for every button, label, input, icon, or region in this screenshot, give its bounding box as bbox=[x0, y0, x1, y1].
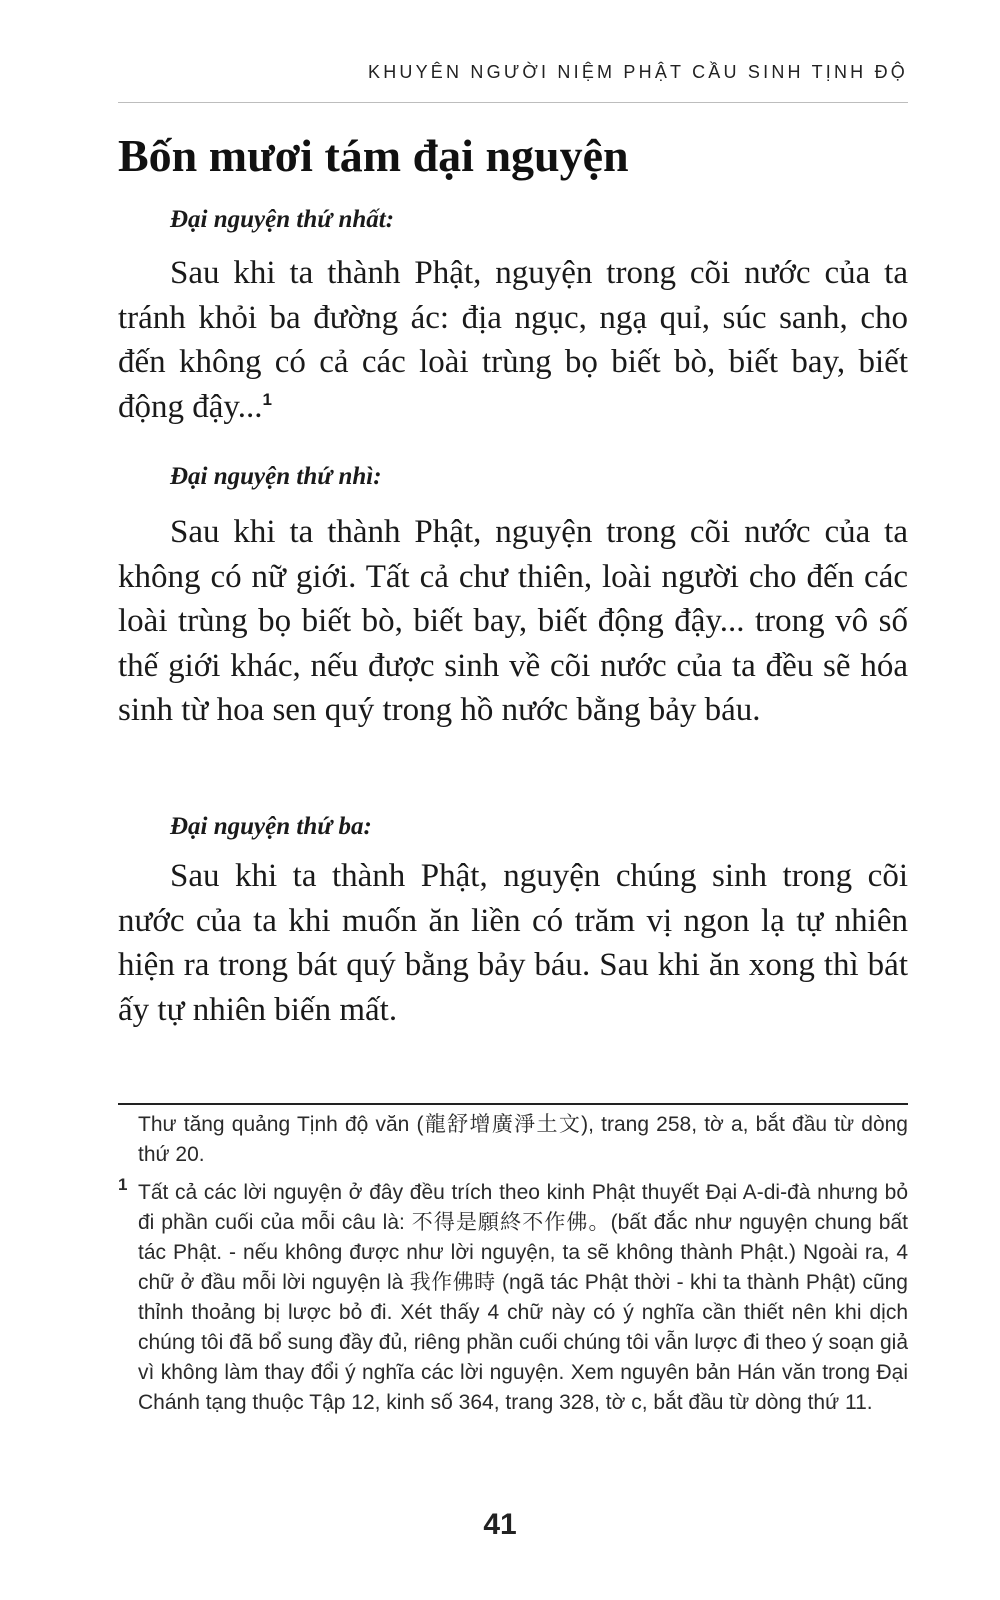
footnote-marker: 1 bbox=[118, 1175, 128, 1194]
vow-paragraph: Sau khi ta thành Phật, nguyện chúng sinh trong cõi nước của ta khi muốn ăn liền có trăm vị ngon lạ tự nhiên hiện ra trong bát quý bằng bảy báu. Sau khi ăn xong thì bát ấy tự nhiên biến mất. bbox=[118, 858, 908, 1028]
page-number: 41 bbox=[483, 1508, 517, 1541]
footnote-ref[interactable]: 1 bbox=[262, 389, 272, 409]
running-header: KHUYÊN NGƯỜI NIỆM PHẬT CẦU SINH TỊNH ĐỘ bbox=[368, 62, 908, 82]
vow-heading: Đại nguyện thứ nhì: bbox=[170, 463, 382, 490]
vow-heading: Đại nguyện thứ nhất: bbox=[170, 206, 395, 233]
footnote-1 bbox=[118, 1175, 908, 1418]
vow-section-2 bbox=[118, 460, 908, 733]
footnote-continued: Thư tăng quảng Tịnh độ văn (龍舒增廣淨土文), trang 258, tờ a, bắt đầu từ dòng thứ 20. bbox=[138, 1113, 908, 1166]
vow-paragraph bbox=[118, 251, 908, 429]
footnote-text: Tất cả các lời nguyện ở đây đều trích theo kinh Phật thuyết Đại A-di-đà nhưng bỏ đi phần cuối của mỗi câu là: 不得是願終不作佛。(bất đắc như nguyện chung bất tác Phật. - nếu không được như lời nguyện, ta sẽ không thành Phật.) Ngoài ra, 4 chữ ở đầu mỗi lời nguyện là 我作佛時 (ngã tác Phật thời - khi ta thành Phật) cũng thỉnh thoảng bị lược bỏ đi. Xét thấy 4 chữ này có ý nghĩa cần thiết nên khi dịch chúng tôi đã bổ sung đầy đủ, riêng phần cuối chúng tôi vẫn lược đi theo ý soạn giả vì không làm thay đổi ý nghĩa các lời nguyện. Xem nguyên bản Hán văn trong Đại Chánh tạng thuộc Tập 12, kinh số 364, trang 328, tờ c, bắt đầu từ dòng thứ 11. bbox=[138, 1181, 908, 1414]
vow-heading: Đại nguyện thứ ba: bbox=[170, 813, 372, 840]
footnote-rule bbox=[118, 1103, 908, 1105]
vow-section-3 bbox=[118, 810, 908, 1032]
vow-section-1 bbox=[118, 203, 908, 429]
footnotes bbox=[118, 1110, 908, 1418]
header-rule bbox=[118, 102, 908, 103]
chapter-title: Bốn mươi tám đại nguyện bbox=[118, 130, 629, 181]
vow-paragraph: Sau khi ta thành Phật, nguyện trong cõi nước của ta không có nữ giới. Tất cả chư thiên, loài người cho đến các loài trùng bọ biết bò, biết bay, biết động đậy... trong vô số thế giới khác, nếu được sinh về cõi nước của ta đều sẽ hóa sinh từ hoa sen quý trong hồ nước bằng bảy báu. bbox=[118, 514, 908, 728]
vow-text: Sau khi ta thành Phật, nguyện trong cõi nước của ta tránh khỏi ba đường ác: địa ngục, ngạ quỉ, súc sanh, cho đến không có cả các loài trùng bọ biết bò, biết bay, biết động đậy... bbox=[118, 255, 908, 425]
